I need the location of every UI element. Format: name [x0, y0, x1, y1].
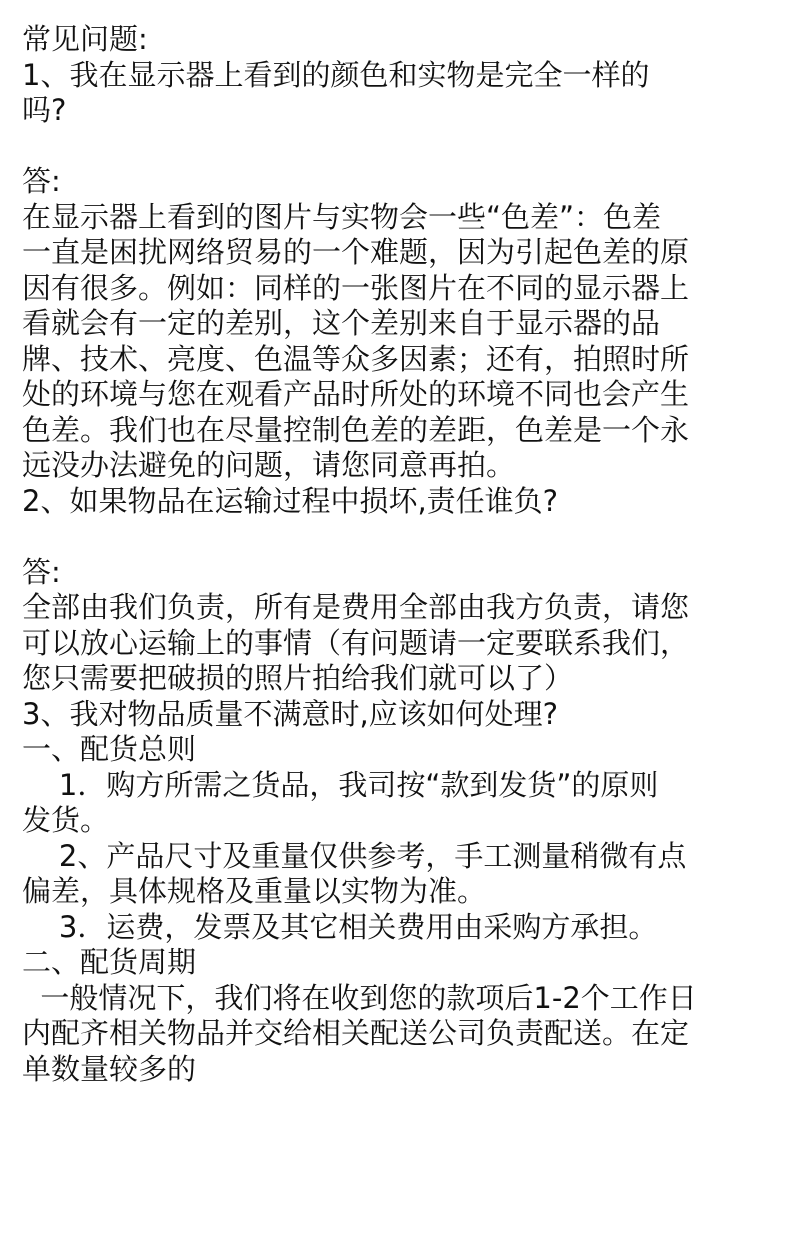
answer-2-line-1: 全部由我们负责，所有是费用全部由我方负责，请您: [22, 590, 690, 624]
faq-document: [22, 22, 770, 1087]
section-2-line-2: 内配齐相关物品并交给相关配送公司负责配送。在定: [22, 1016, 690, 1050]
blank-line: [22, 519, 770, 555]
answer-1-label: 答:: [22, 164, 61, 198]
question-2-line-1: 2、如果物品在运输过程中损坏,责任谁负?: [22, 483, 559, 518]
answer-1-line-5: 牌、技术、亮度、色温等众多因素；还有，拍照时所: [22, 341, 690, 376]
answer-1-line-3: 因有很多。例如：同样的一张图片在不同的显示器上: [22, 270, 690, 305]
section-1-line-5: 3．运费，发票及其它相关费用由采购方承担。: [22, 909, 658, 944]
answer-2-line-2: 可以放心运输上的事情（有问题请一定要联系我们，: [22, 625, 690, 660]
answer-1-line-7: 色差。我们也在尽量控制色差的差距，色差是一个永: [22, 412, 690, 447]
section-1-line-3: 2、产品尺寸及重量仅供参考，手工测量稍微有点: [22, 838, 687, 873]
section-1-title: 一、配货总则: [22, 732, 197, 766]
answer-2-line-3: 您只需要把破损的照片拍给我们就可以了）: [22, 661, 574, 695]
faq-heading: 常见问题:: [22, 22, 148, 56]
blank-line: [22, 129, 770, 165]
answer-2-label: 答:: [22, 554, 61, 589]
answer-1-line-1: 在显示器上看到的图片与实物会一些“色差”：色差: [22, 199, 662, 234]
question-1-line-1: 1、我在显示器上看到的颜色和实物是完全一样的: [22, 57, 650, 92]
section-2-title: 二、配货周期: [22, 945, 197, 979]
answer-1-line-6: 处的环境与您在观看产品时所处的环境不同也会产生: [22, 377, 690, 411]
answer-1-line-4: 看就会有一定的差别，这个差别来自于显示器的品: [22, 306, 661, 340]
section-2-line-3: 单数量较多的: [22, 1051, 197, 1086]
question-1-line-2: 吗?: [22, 93, 67, 127]
section-1-line-1: 1．购方所需之货品，我司按“款到发货”的原则: [22, 767, 659, 802]
section-2-line-1: 一般情况下，我们将在收到您的款项后1-2个工作日: [22, 980, 697, 1015]
section-1-line-2: 发货。: [22, 803, 110, 837]
answer-1-line-8: 远没办法避免的问题，请您同意再拍。: [22, 448, 516, 482]
section-1-line-4: 偏差，具体规格及重量以实物为准。: [22, 874, 487, 908]
answer-1-line-2: 一直是困扰网络贸易的一个难题，因为引起色差的原: [22, 235, 690, 269]
question-3-line-1: 3、我对物品质量不满意时,应该如何处理?: [22, 696, 559, 731]
